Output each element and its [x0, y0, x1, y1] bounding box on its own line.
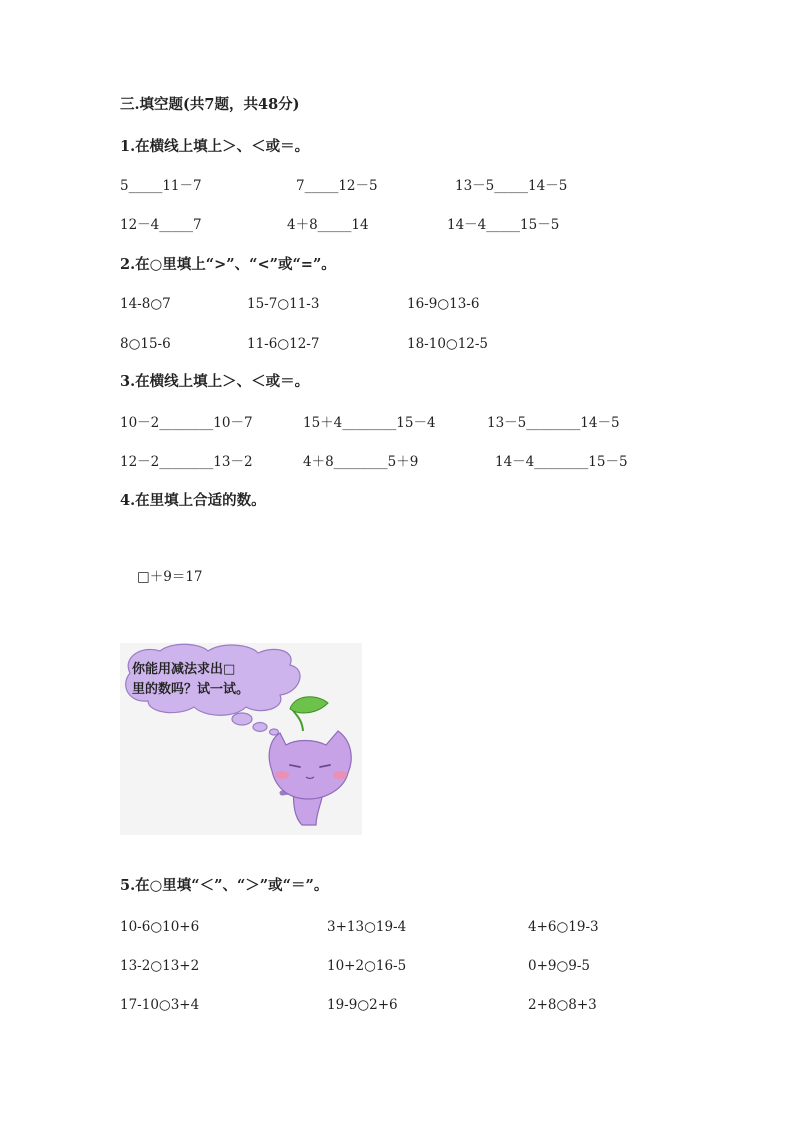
q5-item: 0+9○9-5: [528, 958, 591, 974]
q4-title: 4.在里填上合适的数。: [120, 492, 266, 509]
q5-item: 13-2○13+2: [120, 958, 200, 974]
section-title: 三.填空题(共7题，共48分): [120, 96, 300, 113]
q3-item: 14－4________15－5: [495, 454, 628, 470]
bubble-text-line-2: 里的数吗？试一试。: [132, 682, 250, 697]
q5-item: 2+8○8+3: [528, 997, 597, 1013]
q4-equation: □＋9＝17: [137, 569, 203, 585]
q3-item: 15＋4________15－4: [303, 415, 436, 431]
q2-item: 16-9○13-6: [407, 296, 480, 312]
q2-title: 2.在○里填上“>”、“<”或“=”。: [120, 256, 336, 273]
q5-title: 5.在○里填“＜”、“＞”或“＝”。: [120, 877, 329, 894]
q5-item: 10+2○16-5: [327, 958, 407, 974]
q2-item: 14-8○7: [120, 296, 171, 312]
cat-illustration: [120, 643, 362, 835]
q5-item: 3+13○19-4: [327, 919, 407, 935]
q3-item: 13－5________14－5: [487, 415, 620, 431]
q1-title: 1.在横线上填上＞、＜或＝。: [120, 138, 310, 155]
q1-item: 5_____11－7: [120, 178, 202, 194]
q2-item: 8○15-6: [120, 336, 171, 352]
q2-item: 11-6○12-7: [247, 336, 320, 352]
q3-item: 10－2________10－7: [120, 415, 253, 431]
q2-item: 15-7○11-3: [247, 296, 320, 312]
bubble-text-line-1: 你能用减法求出□: [132, 662, 236, 677]
q5-item: 4+6○19-3: [528, 919, 599, 935]
q1-item: 14－4_____15－5: [447, 217, 560, 233]
q5-item: 10-6○10+6: [120, 919, 200, 935]
q5-item: 17-10○3+4: [120, 997, 200, 1013]
q1-item: 13－5_____14－5: [455, 178, 568, 194]
q3-item: 4＋8________5＋9: [303, 454, 419, 470]
q3-title: 3.在横线上填上＞、＜或＝。: [120, 373, 310, 390]
q3-item: 12－2________13－2: [120, 454, 253, 470]
q2-item: 18-10○12-5: [407, 336, 489, 352]
q1-item: 4＋8_____14: [287, 217, 369, 233]
q1-item: 12－4_____7: [120, 217, 202, 233]
q5-item: 19-9○2+6: [327, 997, 398, 1013]
q1-item: 7_____12－5: [296, 178, 378, 194]
